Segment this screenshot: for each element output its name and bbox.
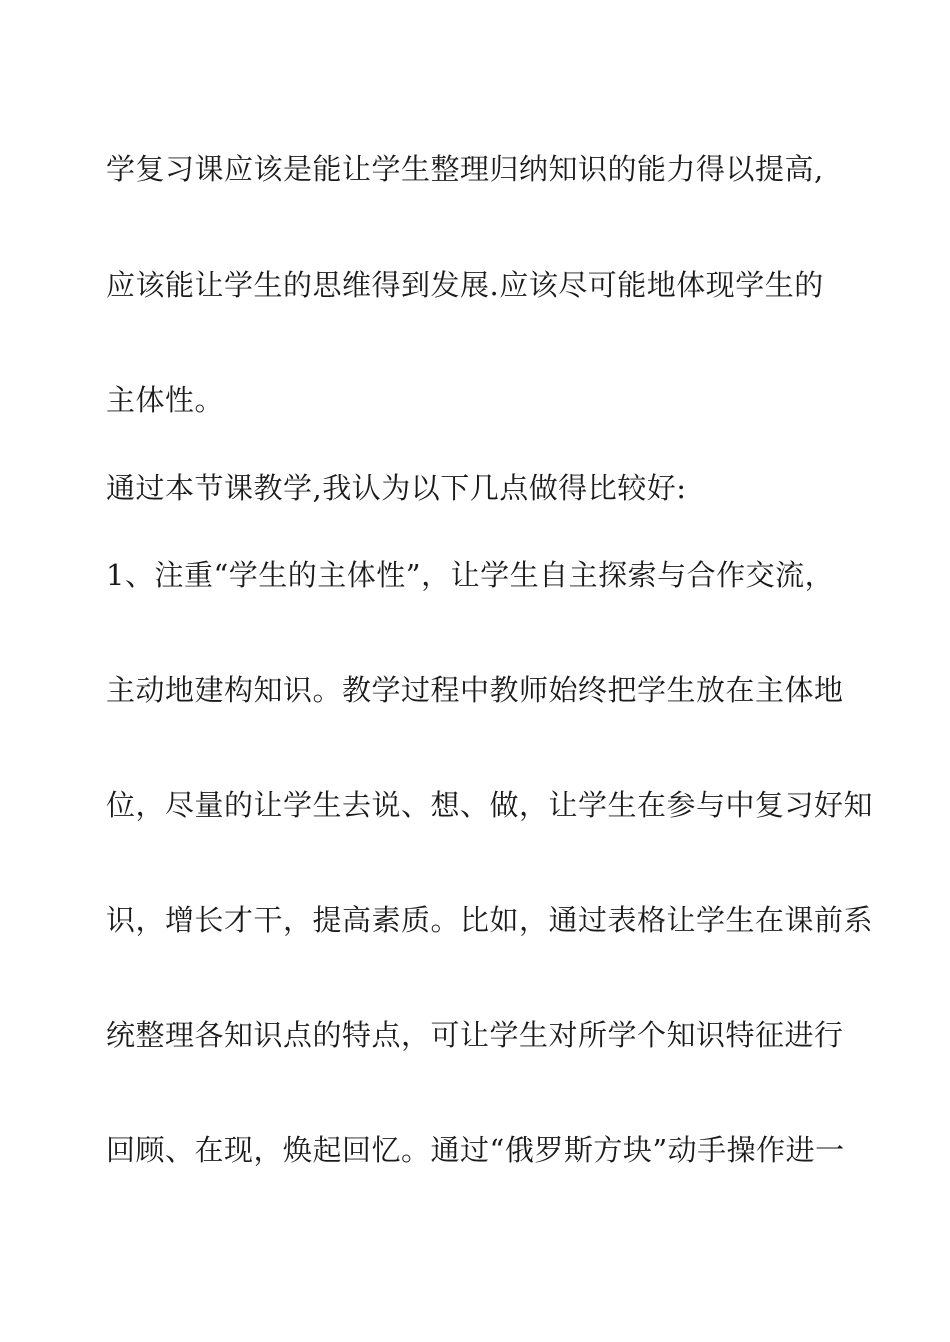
text-line-8: 识，增长才干，提高素质。比如，通过表格让学生在课前系: [106, 903, 874, 937]
text-line-1: 学复习课应该是能让学生整理归纳知识的能力得以提高,: [106, 152, 824, 186]
text-line-2: 应该能让学生的思维得到发展.应该尽可能地体现学生的: [106, 268, 824, 302]
text-line-5: 1、注重“学生的主体性”，让学生自主探索与合作交流，: [106, 558, 835, 592]
text-line-6: 主动地建构知识。教学过程中教师始终把学生放在主体地: [106, 673, 844, 707]
text-line-7: 位，尽量的让学生去说、想、做，让学生在参与中复习好知: [106, 788, 874, 822]
text-line-4: 通过本节课教学,我认为以下几点做得比较好:: [106, 471, 687, 505]
text-line-10: 回顾、在现，焕起回忆。通过“俄罗斯方块”动手操作进一: [106, 1133, 845, 1167]
text-line-9: 统整理各知识点的特点，可让学生对所学个知识特征进行: [106, 1018, 844, 1052]
text-line-3: 主体性。: [106, 383, 225, 417]
